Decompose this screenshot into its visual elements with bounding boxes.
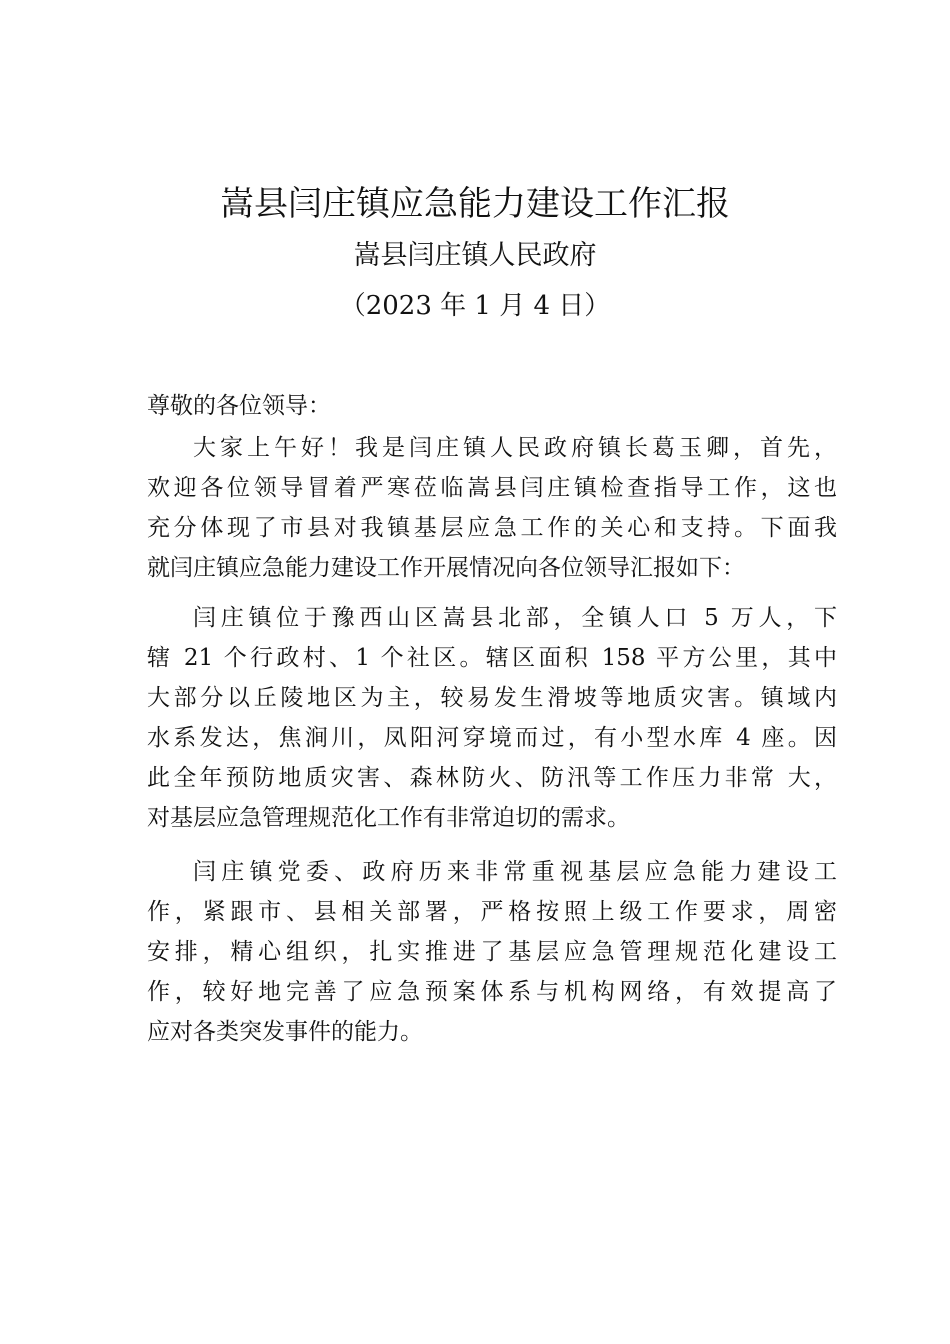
paragraph-work-summary bbox=[147, 852, 837, 1052]
paragraph-line: 闫庄镇党委、政府历来非常重视基层应急能力建设工 bbox=[193, 859, 837, 885]
salutation: 尊敬的各位领导： bbox=[147, 393, 331, 419]
paragraph-line: 闫庄镇位于豫西山区嵩县北部，全镇人口 5 万人，下 bbox=[193, 605, 837, 631]
paragraph-overview bbox=[147, 598, 837, 838]
paragraph-line: 大家上午好！我是闫庄镇人民政府镇长葛玉卿，首先， bbox=[193, 435, 837, 461]
paragraph-line: 应对各类突发事件的能力。 bbox=[147, 1019, 423, 1045]
paragraph-line: 欢迎各位领导冒着严寒莅临嵩县闫庄镇检查指导工作，这也 bbox=[147, 475, 837, 501]
paragraph-line: 作，较好地完善了应急预案体系与机构网络，有效提高了 bbox=[147, 979, 837, 1005]
paragraph-line: 就闫庄镇应急能力建设工作开展情况向各位领导汇报如下： bbox=[147, 555, 745, 581]
paragraph-line: 作，紧跟市、县相关部署，严格按照上级工作要求，周密 bbox=[147, 899, 837, 925]
paragraph-line: 辖 21 个行政村、1 个社区。辖区面积 158 平方公里，其中 bbox=[147, 645, 837, 671]
paragraph-line: 对基层应急管理规范化工作有非常迫切的需求。 bbox=[147, 805, 630, 831]
paragraph-greeting bbox=[147, 428, 837, 588]
paragraph-line: 此全年预防地质灾害、森林防火、防汛等工作压力非常 大， bbox=[147, 765, 837, 791]
paragraph-line: 大部分以丘陵地区为主，较易发生滑坡等地质灾害。镇域内 bbox=[147, 685, 837, 711]
paragraph-line: 充分体现了市县对我镇基层应急工作的关心和支持。下面我 bbox=[147, 515, 837, 541]
document-issuer: 嵩县闫庄镇人民政府 bbox=[353, 240, 597, 271]
document-title: 嵩县闫庄镇应急能力建设工作汇报 bbox=[220, 184, 730, 224]
paragraph-line: 安排，精心组织，扎实推进了基层应急管理规范化建设工 bbox=[147, 939, 837, 965]
document-date: （2023 年 1 月 4 日） bbox=[339, 291, 611, 321]
paragraph-line: 水系发达，焦涧川，凤阳河穿境而过，有小型水库 4 座。因 bbox=[147, 725, 837, 751]
